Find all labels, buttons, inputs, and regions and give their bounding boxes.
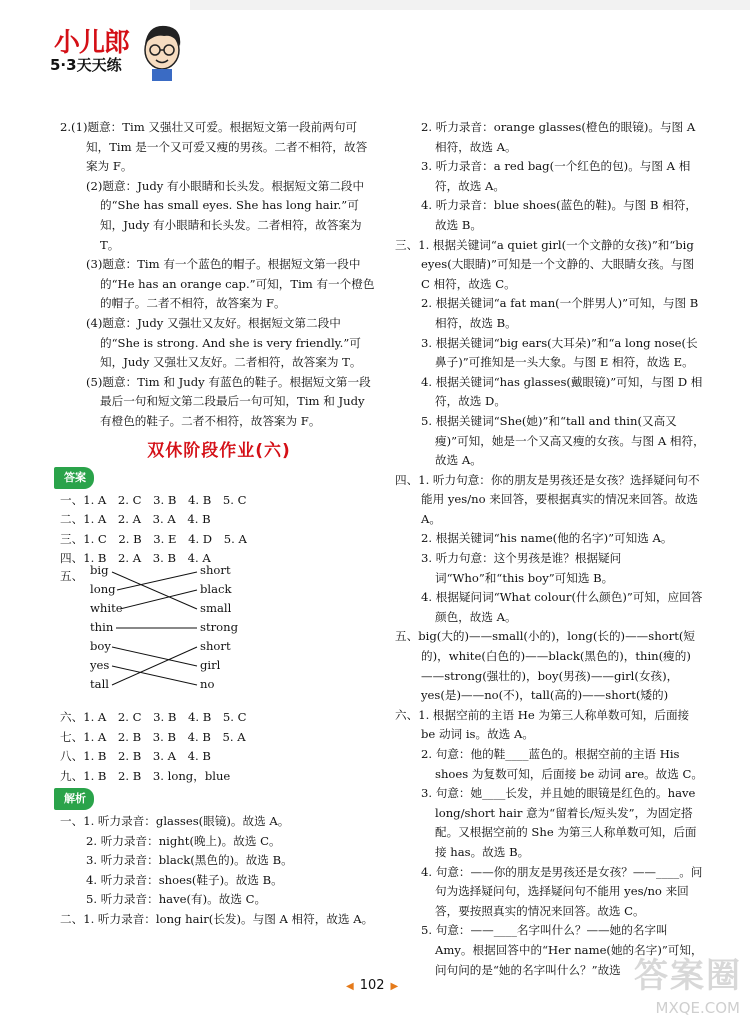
answer-line: 二、1. A 2. A 3. A 4. B <box>60 512 211 527</box>
page-number <box>340 978 404 993</box>
top-decoration-bar <box>190 0 750 10</box>
paragraph: 4. 句意：——你的朋友是男孩还是女孩？——____。问句为选择疑问句，选择疑问句不能用 yes/no 来回答，要按照真实的情况来回答。故选 C。 <box>421 864 703 918</box>
match-left-word: long <box>90 582 116 597</box>
paragraph: 三、1. 根据关键词“a quiet girl(一个文静的女孩)”和“big eyes(大眼睛)”可知是一个文静的、大眼睛女孩。与图 C 相符，故选 C。 <box>395 237 695 291</box>
analysis-line: 一、1. 听力录音：glasses(眼镜)。故选 A。 <box>60 814 290 829</box>
paragraph: 4. 根据疑问词“What colour(什么颜色)”可知，应回答颜色，故选 A。 <box>421 590 703 624</box>
paragraph: 5. 句意：——____名字叫什么？——她的名字叫 Amy。根据回答中的“Her name(她的名字)”可知，问句问的是“她的名字叫什么？”故选 <box>421 923 703 977</box>
answer-line: 九、1. B 2. B 3. long，blue <box>60 768 231 783</box>
right-column <box>395 118 705 980</box>
paragraph: (2)题意：Judy 有小眼睛和长头发。根据短文第二段中的“She has small eyes. She has long hair.”可知，Judy 有小眼睛和长头发。二者相符，故答案为 T。 <box>86 178 365 252</box>
paragraph: 2. 听力录音：orange glasses(橙色的眼镜)。与图 A 相符，故选 A。 <box>421 120 696 154</box>
match-left-word: boy <box>90 639 111 654</box>
paragraph: 3. 听力句意：这个男孩是谁？根据疑问词“Who”和“this boy”可知选 B。 <box>421 551 622 585</box>
answer-line: 七、1. A 2. B 3. B 4. B 5. A <box>60 729 246 744</box>
matching-answer <box>60 563 378 706</box>
paragraph: 五、big(大的)——small(小的)，long(长的)——short(短的)，white(白色的)——black(黑色的)，thin(瘦的)——strong(强壮的)，boy(男孩)——girl(女孩)，yes(是)——no(不)，tall(高的)——short(矮的) <box>395 629 695 703</box>
analysis-badge: 解析 <box>54 788 94 810</box>
paragraph: (4)题意：Judy 又强壮又友好。根据短文第二段中的“She is strong. And she is very friendly.”可知，Judy 又强壮又友好。二者相符，故答案为 T。 <box>86 315 362 370</box>
answer-badge: 答案 <box>54 467 94 489</box>
match-lines <box>60 569 380 706</box>
paragraph: (3)题意：Tim 有一个蓝色的帽子。根据短文第一段中的“He has an orange cap.”可知，Tim 有一个橙色的帽子。二者不相符，故答案为 F。 <box>86 257 375 311</box>
paragraph: 2. 根据关键词“his name(他的名字)”可知选 A。 <box>421 531 673 546</box>
analysis-line: 4. 听力录音：shoes(鞋子)。故选 B。 <box>86 872 283 887</box>
paragraph: 3. 听力录音：a red bag(一个红色的包)。与图 A 相符，故选 A。 <box>421 159 691 193</box>
left-column <box>60 118 378 930</box>
prev-arrow-icon: ◀ <box>346 981 354 992</box>
answer-line: 一、1. A 2. C 3. B 4. B 5. C <box>60 492 247 507</box>
match-right-word: short <box>200 639 231 654</box>
brand-subtitle: 5·3天天练 <box>50 56 122 74</box>
watermark-url: MXQE.COM <box>655 999 740 1017</box>
paragraph: 4. 听力录音：blue shoes(蓝色的鞋)。与图 B 相符，故选 B。 <box>421 198 697 232</box>
match-right-word: girl <box>200 658 221 673</box>
next-arrow-icon: ▶ <box>390 981 399 992</box>
brand-title: 小儿郎 <box>54 28 130 58</box>
watermark: 答案圈 <box>634 956 742 996</box>
brand-logo <box>50 20 190 90</box>
match-left-word: thin <box>90 620 114 635</box>
match-left-word: tall <box>90 677 109 692</box>
answer-line: 四、1. B 2. A 3. B 4. A <box>60 551 211 566</box>
match-right-word: no <box>200 677 215 692</box>
match-right-word: black <box>200 582 232 597</box>
match-left-word: yes <box>90 658 110 673</box>
section-title: 双休阶段作业(六) <box>147 440 291 461</box>
paragraph: 5. 根据关键词“She(她)”和“tall and thin(又高又瘦)”可知，她是一个又高又瘦的女孩。与图 A 相符，故选 A。 <box>421 413 705 468</box>
analysis-line: 3. 听力录音：black(黑色的)。故选 B。 <box>86 853 293 868</box>
analysis-line: 二、1. 听力录音：long hair(长发)。与图 A 相符，故选 A。 <box>60 912 374 926</box>
match-right-word: small <box>200 601 232 616</box>
paragraph: 3. 根据关键词“big ears(大耳朵)”和“a long nose(长鼻子)”可推知是一头大象。与图 E 相符，故选 E。 <box>421 335 698 370</box>
paragraph: 2. 句意：他的鞋____蓝色的。根据空前的主语 His shoes 为复数可知，后面接 be 动词 are。故选 C。 <box>421 747 704 781</box>
analysis-line: 5. 听力录音：have(有)。故选 C。 <box>86 892 267 907</box>
match-right-word: short <box>200 563 231 578</box>
paragraph: 2. 根据关键词“a fat man(一个胖男人)”可知，与图 B 相符，故选 B。 <box>421 296 699 330</box>
paragraph: 3. 句意：她____长发，并且她的眼镜是红色的。have long/short hair 意为“留着长/短头发”，为固定搭配。又根据空前的 She 为第三人称单数可知，后面接 has。故选 B。 <box>421 786 697 859</box>
match-left-word: white <box>90 601 123 616</box>
paragraph: (5)题意：Tim 和 Judy 有蓝色的鞋子。根据短文第一段最后一句和短文第二段最后一句可知，Tim 和 Judy 有橙色的鞋子。二者不相符，故答案为 F。 <box>86 374 371 428</box>
page-number-text: 102 <box>359 978 385 993</box>
mascot-icon <box>138 20 186 82</box>
analysis-line: 2. 听力录音：night(晚上)。故选 C。 <box>86 833 281 848</box>
paragraph: 四、1. 听力句意：你的朋友是男孩还是女孩？选择疑问句不能用 yes/no 来回答，要根据真实的情况来回答。故选 A。 <box>395 472 700 526</box>
match-label: 五、 <box>60 569 84 584</box>
match-right-word: strong <box>200 620 239 635</box>
answer-line: 六、1. A 2. C 3. B 4. B 5. C <box>60 710 247 725</box>
match-left-word: big <box>90 563 109 578</box>
paragraph: 六、1. 根据空前的主语 He 为第三人称单数可知，后面接 be 动词 is。故选 A。 <box>395 707 690 742</box>
answer-line: 三、1. C 2. B 3. E 4. D 5. A <box>60 531 247 546</box>
paragraph: 2.(1)题意：Tim 又强壮又可爱。根据短文第一段前两句可知，Tim 是一个又可爱又瘦的男孩。二者不相符，故答案为 F。 <box>60 120 368 174</box>
answer-line: 八、1. B 2. B 3. A 4. B <box>60 749 211 764</box>
paragraph: 4. 根据关键词“has glasses(戴眼镜)”可知，与图 D 相符，故选 D。 <box>421 374 703 409</box>
